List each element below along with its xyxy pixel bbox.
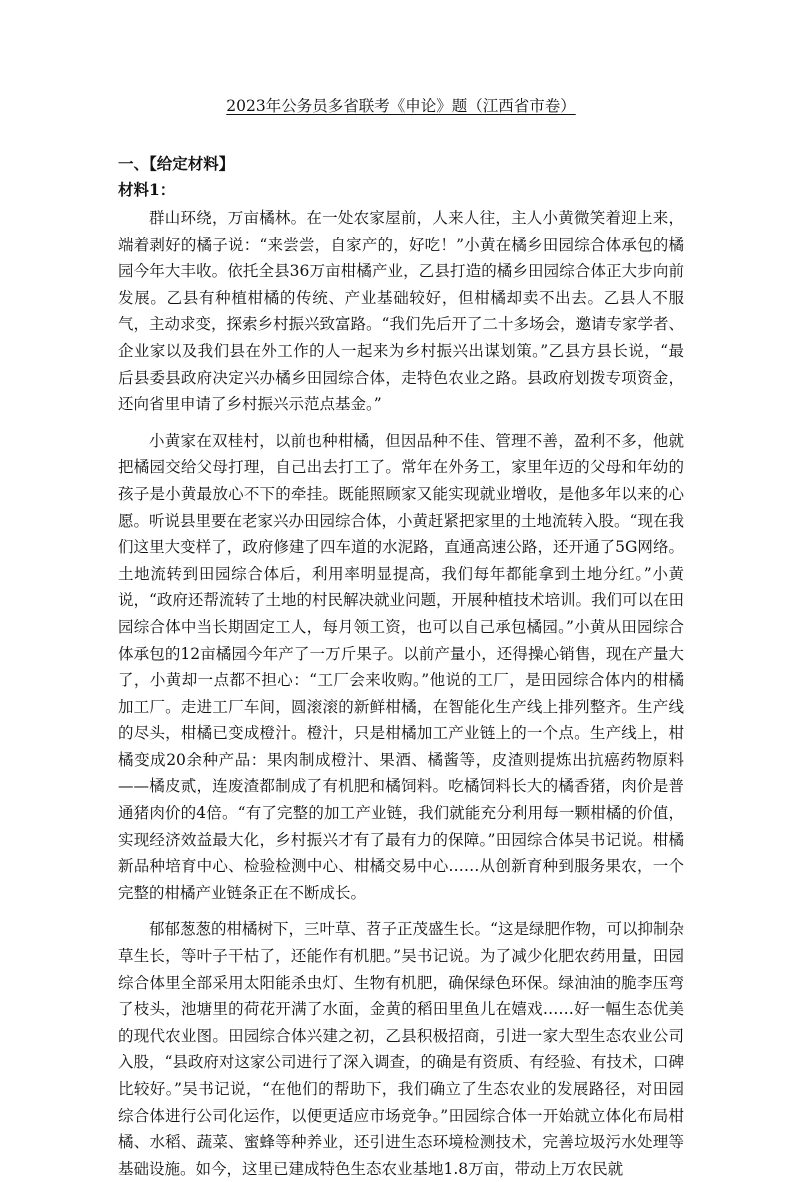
paragraph-3: 郁郁葱葱的柑橘树下，三叶草、苕子正茂盛生长。“这是绿肥作物，可以抑制杂草生长，等叶子干枯了，还能作有机肥。”吴书记说。为了减少化肥农药用量，田园综合体里全部采用太阳能杀虫灯、生物有机肥，确保绿色环保。绿油油的脆李压弯了枝头，池塘里的荷花开满了水面，金黄的稻田里鱼儿在嬉戏……好一幅生态优美的现代农业图。田园综合体兴建之初，乙县积极招商，引进一家大型生态农业公司入股，“县政府对这家公司进行了深入调查，的确是有资质、有经验、有技术，口碑比较好。”吴书记说，“在他们的帮助下，我们确立了生态农业的发展路径，对田园综合体进行公司化运作，以便更适应市场竞争。”田园综合体一开始就立体化布局柑橘、水稻、蔬菜、蜜蜂等种养业，还引进生态环境检测技术，完善垃圾污水处理等基础设施。如今，这里已建成特色生态农业基地1.8万亩，带动上万农民就 [118,920,684,1178]
page-title-text: 2023年公务员多省联考《申论》题（江西省市卷） [226,97,576,115]
paragraph-2: 小黄家在双桂村，以前也种柑橘，但因品种不佳、管理不善，盈利不多，他就把橘园交给父母打理，自己出去打工了。常年在外务工，家里年迈的父母和年幼的孩子是小黄最放心不下的牵挂。既能照顾家又能实现就业增收，是他多年以来的心愿。听说县里要在老家兴办田园综合体，小黄赶紧把家里的土地流转入股。“现在我们这里大变样了，政府修建了四车道的水泥路，直通高速公路，还开通了5G网络。土地流转到田园综合体后，利用率明显提高，我们每年都能拿到土地分红。”小黄说，“政府还帮流转了土地的村民解决就业问题，开展种植技术培训。我们可以在田园综合体中当长期固定工人，每月领工资，也可以自己承包橘园。”小黄从田园综合体承包的12亩橘园今年产了一万斤果子。以前产量小，还得操心销售，现在产量大了，小黄却一点都不担心：“工厂会来收购。”他说的工厂，是田园综合体内的柑橘加工厂。走进工厂车间，圆滚滚的新鲜柑橘，在智能化生产线上排列整齐。生产线的尽头，柑橘已变成橙汁。橙汁，只是柑橘加工产业链上的一个点。生产线上，柑橘变成20余种产品：果肉制成橙汁、果酒、橘酱等，皮渣则提炼出抗癌药物原料——橘皮贰，连废渣都制成了有机肥和橘饲料。吃橘饲料长大的橘香猪，肉价是普通猪肉价的4倍。“有了完整的加工产业链，我们就能充分利用每一颗柑橘的价值，实现经济效益最大化，乡村振兴才有了最有力的保障。”田园综合体吴书记说。柑橘新品种培育中心、检验检测中心、柑橘交易中心……从创新育种到服务果农，一个完整的柑橘产业链条正在不断成长。 [118,431,684,902]
material-label: 材料1： [118,180,176,199]
paragraph-1: 群山环绕，万亩橘林。在一处农家屋前，人来人往，主人小黄微笑着迎上来，端着剥好的橘子说：“来尝尝，自家产的，好吃！”小黄在橘乡田园综合体承包的橘园今年大丰收。依托全县36万亩柑橘产业，乙县打造的橘乡田园综合体正大步向前发展。乙县有种植柑橘的传统、产业基础较好，但柑橘却卖不出去。乙县人不服气，主动求变，探索乡村振兴致富路。“我们先后开了二十多场会，邀请专家学者、企业家以及我们县在外工作的人一起来为乡村振兴出谋划策。”乙县方县长说，“最后县委县政府决定兴办橘乡田园综合体，走特色农业之路。县政府划拨专项资金，还向省里申请了乡村振兴示范点基金。” [118,209,684,414]
section-heading: 一、【给定材料】 [118,154,235,173]
page-title [118,95,684,117]
